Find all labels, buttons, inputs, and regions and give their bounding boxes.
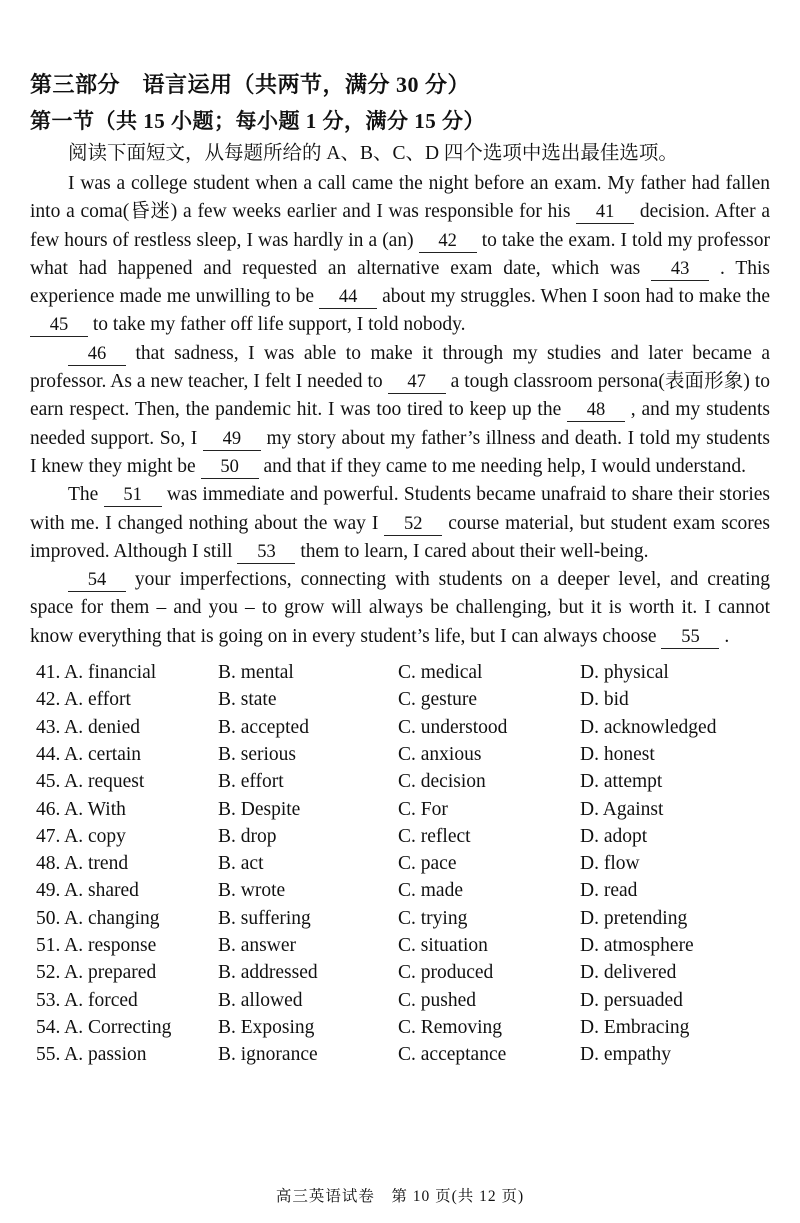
question-42-option-a: 42. A. effort <box>36 689 131 711</box>
question-47-option-d: D. adopt <box>580 825 648 847</box>
question-41-option-d: D. physical <box>580 662 669 684</box>
question-43-option-d: D. acknowledged <box>580 716 717 738</box>
question-row-48 <box>30 850 770 877</box>
question-48-option-a: 48. A. trend <box>36 853 129 875</box>
cloze-blank-44: 44 <box>319 287 377 309</box>
cloze-blank-55: 55 <box>661 627 719 649</box>
question-52-option-a: 52. A. prepared <box>36 962 157 984</box>
question-53-option-c: C. pushed <box>398 989 476 1011</box>
question-row-49 <box>30 877 770 904</box>
question-row-43 <box>30 714 770 741</box>
cloze-blank-45: 45 <box>30 315 88 337</box>
question-46-option-c: C. For <box>398 798 448 820</box>
question-51-option-d: D. atmosphere <box>580 935 694 957</box>
question-48-option-c: C. pace <box>398 853 457 875</box>
question-50-option-a: 50. A. changing <box>36 907 160 929</box>
question-41-option-a: 41. A. financial <box>36 662 157 684</box>
question-41-option-b: B. mental <box>218 662 294 684</box>
options-table <box>30 659 770 1068</box>
section-heading: 第一节（共 15 小题；每小题 1 分，满分 15 分） <box>30 109 485 133</box>
question-47-option-a: 47. A. copy <box>36 825 126 847</box>
question-44-option-a: 44. A. certain <box>36 743 142 765</box>
question-48-option-b: B. act <box>218 853 264 875</box>
question-48-option-d: D. flow <box>580 853 640 875</box>
question-50-option-c: C. trying <box>398 907 468 929</box>
cloze-blank-43: 43 <box>651 259 709 281</box>
question-44-option-b: B. serious <box>218 743 296 765</box>
passage-paragraph: The 51 was immediate and powerful. Students became unafraid to share their stories with me. I changed nothing about the way I 52 course material, but student exam scores improved. Although I still 53 them to learn, I cared about their well-being. <box>30 484 770 562</box>
question-row-55 <box>30 1041 770 1068</box>
passage-paragraph: 54 your imperfections, connecting with students on a deeper level, and creating space for them – and you – to grow will always be challenging, but it is worth it. I cannot know everything that is going on in every student’s life, but I can always choose 55 . <box>30 569 770 647</box>
question-row-54 <box>30 1014 770 1041</box>
question-55-option-c: C. acceptance <box>398 1044 507 1066</box>
question-row-47 <box>30 823 770 850</box>
cloze-blank-41: 41 <box>576 202 634 224</box>
question-49-option-b: B. wrote <box>218 880 286 902</box>
question-row-46 <box>30 796 770 823</box>
cloze-blank-48: 48 <box>567 400 625 422</box>
question-42-option-b: B. state <box>218 689 277 711</box>
question-50-option-d: D. pretending <box>580 907 688 929</box>
question-43-option-c: C. understood <box>398 716 508 738</box>
question-row-44 <box>30 741 770 768</box>
question-44-option-d: D. honest <box>580 743 655 765</box>
cloze-passage <box>30 170 770 651</box>
question-51-option-c: C. situation <box>398 935 488 957</box>
cloze-blank-46: 46 <box>68 344 126 366</box>
question-54-option-d: D. Embracing <box>580 1016 690 1038</box>
question-52-option-c: C. produced <box>398 962 494 984</box>
question-45-option-b: B. effort <box>218 771 284 793</box>
question-47-option-c: C. reflect <box>398 825 471 847</box>
question-52-option-b: B. addressed <box>218 962 318 984</box>
question-55-option-a: 55. A. passion <box>36 1044 147 1066</box>
question-54-option-a: 54. A. Correcting <box>36 1016 172 1038</box>
question-53-option-a: 53. A. forced <box>36 989 138 1011</box>
cloze-blank-53: 53 <box>237 542 295 564</box>
question-row-52 <box>30 959 770 986</box>
question-45-option-a: 45. A. request <box>36 771 145 793</box>
question-43-option-a: 43. A. denied <box>36 716 140 738</box>
question-46-option-a: 46. A. With <box>36 798 126 820</box>
passage-paragraph: I was a college student when a call came the night before an exam. My father had fallen into a coma(昏迷) a few weeks earlier and I was responsible for his 41 decision. After a few hours of restless sleep, I was hardly in a (an) 42 to take the exam. I told my professor what had happened and requested an alternative exam date, which was 43 . This experience made me unwilling to be 44 about my struggles. When I soon had to make the 45 to take my father off life support, I told nobody. <box>30 173 770 336</box>
question-49-option-a: 49. A. shared <box>36 880 139 902</box>
cloze-blank-42: 42 <box>419 231 477 253</box>
question-row-53 <box>30 987 770 1014</box>
question-51-option-b: B. answer <box>218 935 296 957</box>
question-55-option-b: B. ignorance <box>218 1044 318 1066</box>
question-47-option-b: B. drop <box>218 825 277 847</box>
question-52-option-d: D. delivered <box>580 962 677 984</box>
question-54-option-c: C. Removing <box>398 1016 503 1038</box>
cloze-blank-47: 47 <box>388 372 446 394</box>
question-44-option-c: C. anxious <box>398 743 482 765</box>
question-42-option-c: C. gesture <box>398 689 478 711</box>
question-46-option-d: D. Against <box>580 798 664 820</box>
question-45-option-d: D. attempt <box>580 771 663 793</box>
question-row-42 <box>30 686 770 713</box>
question-row-45 <box>30 768 770 795</box>
question-54-option-b: B. Exposing <box>218 1016 315 1038</box>
question-42-option-d: D. bid <box>580 689 629 711</box>
question-50-option-b: B. suffering <box>218 907 311 929</box>
cloze-blank-49: 49 <box>203 429 261 451</box>
passage-paragraph: 46 that sadness, I was able to make it through my studies and later became a professor. As a new teacher, I felt I needed to 47 a tough classroom persona(表面形象) to earn respect. Then, the pandemic hit. I was too tired to keep up the 48 , and my students needed support. So, I 49 my story about my father’s illness and death. I told my students I knew they might be 50 and that if they came to me needing help, I would understand. <box>30 342 770 477</box>
cloze-blank-54: 54 <box>68 570 126 592</box>
cloze-blank-51: 51 <box>104 485 162 507</box>
question-53-option-b: B. allowed <box>218 989 303 1011</box>
question-49-option-c: C. made <box>398 880 463 902</box>
cloze-blank-50: 50 <box>201 457 259 479</box>
question-53-option-d: D. persuaded <box>580 989 683 1011</box>
part-heading: 第三部分 语言运用（共两节，满分 30 分） <box>30 72 471 97</box>
question-row-50 <box>30 905 770 932</box>
question-row-41 <box>30 659 770 686</box>
cloze-blank-52: 52 <box>384 514 442 536</box>
question-41-option-c: C. medical <box>398 662 483 684</box>
question-49-option-d: D. read <box>580 880 638 902</box>
question-row-51 <box>30 932 770 959</box>
page-footer: 高三英语试卷 第 10 页(共 12 页) <box>275 1188 525 1205</box>
question-46-option-b: B. Despite <box>218 798 301 820</box>
question-45-option-c: C. decision <box>398 771 486 793</box>
question-43-option-b: B. accepted <box>218 716 309 738</box>
question-51-option-a: 51. A. response <box>36 935 157 957</box>
question-55-option-d: D. empathy <box>580 1044 671 1066</box>
instructions: 阅读下面短文，从每题所给的 A、B、C、D 四个选项中选出最佳选项。 <box>68 143 678 164</box>
